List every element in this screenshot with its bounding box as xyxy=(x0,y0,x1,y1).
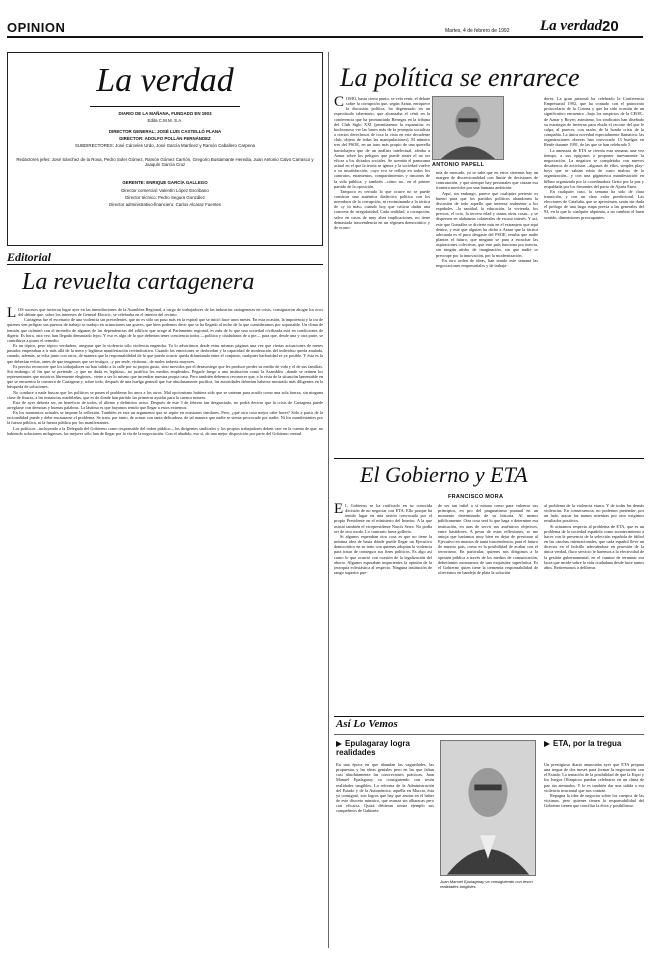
asi-item1-title: Epulagaray logra realidades xyxy=(336,739,410,757)
paper-name: La verdad xyxy=(540,18,603,34)
masthead-subdirectores: SUBDIRECTORES: José Cárceles Urdo, José García Martínez y Ramón Caballero Carpena xyxy=(74,143,255,148)
gobierno-headline: El Gobierno y ETA xyxy=(360,462,528,487)
masthead-publisher: Edita C.M.M. S.A. xyxy=(147,118,183,123)
asi-rule xyxy=(334,716,644,717)
masthead-redactores: Redactores jefes: José Sánchez de la Rosa, Pedro Soler Gómez, Ramón Gómez Carrión, Gregorio Bustamante Heredia, Juan Antonio Calvo Carrasco y Joaquín García Cruz xyxy=(16,157,314,167)
gobierno-col3 xyxy=(544,503,644,713)
gobierno-col2 xyxy=(438,503,538,713)
enrarece-col2-paragraph: En otro orden de ideas, han tenido este semana las negociaciones empresariales y de trabaja- xyxy=(436,257,538,268)
bullet-arrow-icon xyxy=(544,741,550,747)
asi-item2-title: ETA, por la tregua xyxy=(544,740,642,749)
enrarece-headline: La política se enrarece xyxy=(340,63,580,92)
enrarece-col1-paragraph: Tampoco es cerrado lo que ocurre no se puede construir una auténtica dialéctica política con los miembros de la corrupción, ni recriminando a la táctica de «y tú más» cuando hoy que criticar dadas una concreta de irregularidad. Cada realidad, a corrupción, salvo en casos de muy altas implicaciones, no tiene demasiada trascendencia en un régimen democrático y de econo- xyxy=(334,188,430,230)
editorial-paragraph: Este de ayer debería ser, en beneficio de todos, el último y definitivo aviso. Después de este 3 de febrero tan desgraciado, no podrá decirse que la crisis de Cartagena puede arreglarse con demoras y buenas palabras. La lástima es que hayamos tenido que llegar a estos extremos. xyxy=(7,399,323,410)
enrarece-col2-text: mía de mercado, ya se sabe que en estos sistemas hay un margen de discrecionalidad con límite de decisiones de contratación, y que siempre hay personales que cruzan esa frontera movidos por una humana ambición. xyxy=(436,170,538,191)
gobierno-rule xyxy=(334,458,644,459)
section-title: OPINION xyxy=(7,20,66,35)
photo-epulagaray xyxy=(440,740,536,876)
enrarece-col3-paragraph: En cualquier caso, la semana ha sido de clara transición, y con un claro valor preelectoral. Las elecciones de Cataluña, que se aproximan, serán sin duda el prólogo de una larga etapa previa a las generales del 93, en la que lo cualquier alquimia, a no cambiar el buen sentido, dimensiones preocupantes. xyxy=(544,188,644,220)
gobierno-col1-paragraph: Si algunos esperaban otra cosa es que no tiene la mínima idea de hasta dónde puede llegar un Ejecutivo democrático en su trato con quienes adoptan la violencia para tratar de conseguir sus fines políticos. Es algo así como lo que ocurrió con ocasión de la legalización del aborto. Algunos esperaban impacientes la opinión de la jerarquía eclesiástica al respecto. Ninguna institución de rango superior pue- xyxy=(334,533,432,576)
gobierno-dropcap: E xyxy=(334,503,344,517)
gobierno-col3-paragraph: Si actuamos respecto al problema de ETA, que es un problema de la sociedad española como acontecimiento a hacer con la presencia de la selección española de fútbol en las canchas internacionales, que cada español lleve un director en el bolsillo adecuándose en posesión de la única verdad, flaco servicio le haremos a la efectividad de la gestión gubernamental, en el camino de terminar esa lacra que incide sobre la vida ciudadana desde hace tantos años. Retiremonos a deliberar. xyxy=(544,523,644,570)
asi-label: Así Lo Vemos xyxy=(336,718,398,730)
bullet-arrow-icon xyxy=(336,741,342,747)
editorial-paragraph: Cartagena fue el escenario de una violencia sin precedentes, que no es sólo un paso más en la espiral que se inició hace unos meses. En esta ocasión, la impotencia y la ira de quienes ven peligrar sus puestos de trabajo se tradujo en actuaciones tan graves, que bien podemos decir que se ha llegado al techo de lo que consideramos por soportable. Un clima de tensión que culminó con el incendio de algunas de las dependencias del edificio que acoge al Parlamento regional, es más de lo que una sociedad civilizada está en condiciones de digerir. Es hora, otra vez, han llegado demasiado lejos. Y eso es algo de lo que deberían tener conciencia todos —política y ciudadanos de a pie— para que, desde una y otra parte, se contribuya a poner el remedio. xyxy=(7,317,323,343)
header-rule xyxy=(7,36,643,38)
enrarece-col2-paragraph: Aquí, sin embargo, parece que cualquier pretexto es bueno para que los partidos políticos abandonen la discusión de todo aquello que interesa realmente a los españoles –la sanidad, la educación, la vivienda, los precios, el ocio, la tercera edad y tantas otras cosas– y se dispersen en alabanzas colaterales de escaso interés. Y así, este que González se divierte más en el extranjero que aquí dentro, y este que alguien ha dicho a Aznar que la táctica adecuada es el puro desgaste del PSOE, resulta que nadie plantea el futuro, que ninguno se para a escuchar las aspiraciones colectivas, que este país funciona por inercia, sin ningún atisbo de imaginación, sin que nadie se preocupe por la innovación, por la modernización. xyxy=(436,190,538,258)
editorial-headline: La revuelta cartagenera xyxy=(22,269,255,295)
masthead-rule xyxy=(90,106,240,107)
editorial-paragraph: Es un tópico, pero tópico verdadero, asegurar que la violencia sólo violencia engendra. Ya lo advertimos desde estas mismas páginas una vez que ciertas actuaciones de meses pasados empezaban a ir más allá de la mera y legítima manifestación reivindicativa. Cuando las emociones se desbordan y la capacidad de moderación del individuo queda anulada, cuando, además, se echa junto con otros, de manera que la responsabilidad de lo que pueda ocurrir queda difuminada entre el conjunto, cualquier barbaridad es ya posible. Y ésta es la que deberían evitar, antes de que tengamos que ser testigos –y por ende, víctimas– de males todavía mayores. xyxy=(7,343,323,364)
editorial-dropcap: L xyxy=(7,307,17,321)
masthead-founded: DIARIO DE LA MAÑANA, FUNDADO EN 1903 xyxy=(118,111,212,116)
enrarece-col3-text: dores. La gran patronal ha celebrado la Conferencia Empresarial 1992, que ha contado con el patrocinio protocolario de la Corona y que ha sido ocasión de un significativo encuentro –bajo los auspicios de la CEOE– de Aznar y Boyer; asimismo, los sindicatos han diseñado su estrategia de invierno para eludir el recorte del que le calpa, al parecer, con razón, de la honda crisis de la compañía. La única novedad especialmente llamativa: las organizaciones obreras han convocado 13 huelgas en Renfe durante 1991, de las que se han celebrado 5. xyxy=(544,96,644,148)
gobierno-byline: FRANCISCO MORA xyxy=(448,494,504,500)
editorial-rule xyxy=(7,264,323,265)
editorial-first: OS sucesos que tuvieron lugar ayer en las inmediaciones de la Asamblea Regional, a cargo de trabajadores de las industrias cartageneras en crisis, consiguieron ahogar los ecos del debate que, sobre los intereses de General Electric, se celebraba en el interior del recinto. xyxy=(18,307,323,318)
editorial-paragraph: No conduce a nada buscar que los políticos se pasen el problema los unos a los otros. Mal opcionismo hubiera sido que se unieran para acudir como una sola fuerza, sin ninguna clase de fisuras, a las instancias madrileñas, que es de donde han partido las primeras ayudas para la cuenca minera. xyxy=(7,389,323,400)
enrarece-col1 xyxy=(334,96,430,452)
enrarece-col1-text: OMO, hasta cierto punto, se veía venir, el debate sobre la corrupción que, según Aznar, enriquece la discusión política, ha degenerado en un espectáculo tabernario, que alcanzaba el cénit en la conferencia que ha pronunciado Benegas en la tribuna del Club Siglo XXI (permítaseme la expansión: es bochornoso ver las bases más de la jerarquía socialista a ciertos derechosos de toca la vista en este decadente club, objeto de todas las manipulaciones). El número tres del PSOE, en un tono más propio de una querella barriobajera que de un análisis intelectual, afeaba a Aznar sobre los peligros que puede atraer el no ser eficaz a los dictados sociales. Se acentúa el panorama actual en el que la teoría se ignora y la sociedad vuelve a su insatisfacción, cuyo eco se refleja en todos los contratos, estamentos, compartimientos y rincones de la vida pública, y también –cómo no– en el primer partido de la oposición. xyxy=(334,96,430,189)
editorial-paragraph: Es preciso reconocer que los trabajadores no han salido a la calle por su propio gusto, sino movidos por el desasosiego que les produce perder su medio de vida y el de sus familias. Sin embargo, el fin que se pretende –y que no duda es legítimo– no justifica los medios empleados. Pegarle fuego a una institución como la Asamblea –donde se reúnen los representantes que nosotros libremente elegimos– viene a ser lo mismo que incendiar nuestra propia casa. Pero también debemos reconocer que, a la vista de la situación lamentable en que se encuentra la comarca de Cartagena y, sobre todo, después de una huelga general que fue absolutamente pacífica, las autoridades deberían haberse mostrado más diligentes en la búsqueda de soluciones. xyxy=(7,363,323,390)
author-photo-papell xyxy=(432,96,504,160)
asi-item1-text: En una época en que abundan las vaguedades, las propuestas y las ideas geniales pero en las que faltan casi absolutamente las concreciones prácticas, Juan Manuel Epalagaray va consiguiendo con tesón realidades tangibles. La reforma de la Administración del Estado y de la Autonómica, aquélla en Murcia, ésta ya consiguió, son logros que hay que anotar en el haber de este discreto ministro, que avanza sin alharacas pero con eficacia. Quizá debieran tomar ejemplo sus compañeros de Gabinete. xyxy=(336,762,434,814)
page-number: 20 xyxy=(602,18,619,35)
gobierno-col1-text: L Gobierno se ha ratificado en su conocida decisión de no negociar con ETA. Ello porque ha tenido lugar en una sesión convocada por el propio Presidente en el ministerio del Interior. A la que asistió también el vicepresidente Narcís Serra. No podía ser de otro modo. Lo contrario fuera gollería. xyxy=(334,503,432,534)
portrait-icon xyxy=(441,741,535,875)
masthead-title: La verdad xyxy=(96,62,234,99)
enrarece-byline: ANTONIO PAPELL xyxy=(432,162,485,168)
asi-rule-under xyxy=(334,734,644,735)
masthead-director: DIRECTOR: ADOLFO POLLÁN FERNÁNDEZ xyxy=(119,136,211,141)
photo-caption: Juan Manuel Epulagaray va consiguiendo con tesón realidades tangibles xyxy=(440,879,533,889)
masthead-comercial: Director comercial: Valentín López Escribano xyxy=(121,188,209,193)
enrarece-dropcap: C xyxy=(334,96,345,110)
masthead-gerente: GERENTE: ENRIQUE GARCÍA GALLEGO xyxy=(122,180,208,185)
issue-date: Martes, 4 de febrero de 1992 xyxy=(445,28,510,34)
editorial-paragraph: Los políticos –incluyendo a la Delegada del Gobierno como responsable del orden público–, los dirigentes sindicales y los propios trabajadores deben caer en la cuenta de que, no habiendo soluciones milagrosas, las mejores sólo han de llegar por la vía de la negociación. Con el añadido, eso sí, de una mejor disposición por parte del Gobierno central. xyxy=(7,425,323,436)
editorial-body xyxy=(7,307,323,947)
enrarece-col3 xyxy=(544,96,644,452)
gobierno-col1 xyxy=(334,503,432,713)
editorial-label: Editorial xyxy=(7,250,52,264)
editorial-paragraph: En los momentos actuales se impone la reflexión. También es este un argumento que se repite en ocasiones similares. Pero, ¿qué otra cosa mejor cabe hacer? Sólo a partir de la racionalidad puede y debe encauzarse el problema. Se trata, por tanto, de actuar con tanta delicadeza, de tal manera que nadie se sienta provocado por nadie. Ni los manifestantes por la fuerza pública, ni la fuerza pública por los manifestantes. xyxy=(7,410,323,426)
portrait-icon xyxy=(433,97,503,159)
enrarece-col2 xyxy=(436,170,538,452)
enrarece-col3-paragraph: La amenaza de ETA se ciernía esta semana, una vez tiempo, a sus epígonos a proponer nuevamente la negociación. La negativa se completaba con nuevos desafueros de activistas –algunos de ellos, simples play-boys que se sabían rubio de curro maloso de la organización– y con una gigantesca manifestación en bilbao organizada por la coordinadora Gesto por la paz y respaldada por los firmantes del pacto de Ajuria Enea. xyxy=(544,147,644,189)
masthead-admin: Director administrativo-financiero: Carlos Alcaraz Fuentes xyxy=(108,202,221,207)
gobierno-col3-text: al problema de la violencia etarra. Y de todas las demás violencias. En consecuencia, no podemos pretender, por un lado, atacar las manos mientras por otro exigimos resultados positivos. xyxy=(544,503,644,524)
column-divider xyxy=(328,52,329,948)
masthead-director-general: DIRECTOR GENERAL: JOSÉ LUIS CASTELLÓ PLANA xyxy=(108,129,222,134)
asi-item2-text: Un prestigioso diario anunciaba ayer que ETA prepara una tregua de dos meses para formar la negociación con el Estado. La tentación de la posibilidad de que la Expo y los Juegos Olímpicos puedan celebrarse en un clima de paz sin atentados. Y lo es también dar una salida a esa violencia irracional que nos contrae. Repugna la idea de negociar sobre los cuerpos de las víctimas, pero quienes tienen la responsabilidad del Gobierno tienen que conciliar la ética y posibilismo. xyxy=(544,762,644,809)
gobierno-col2-text: de ser tan infiel a sí misma como para vulnerar sus principios, en pro del pragmatismo puntual en un momento determinado de su historia. Al menos públicamente. Otra cosa será lo que haga o determine esa institución, en aras de servir sus auténticos objetivos, entre bastidores. A pesar de estas reflexiones, se me antoja que haríamos muy bien en dejar de presionar al Ejecutivo en asuntos de tanta trascendencia, para el futuro de nuestro país, como es la posibilidad de acabar con el terrorismo. En particular, quienes nos dirigimos a la opinión pública a través de los medios de comunicación, deberíamos mostrarnos de una exquisitez superlativa. Es el Gobierno quien tiene la tremenda responsabilidad de ofrecernos en bandeja de plata la solución xyxy=(438,503,538,576)
masthead-tecnico: Director técnico: Pedro Segura González xyxy=(125,195,205,200)
